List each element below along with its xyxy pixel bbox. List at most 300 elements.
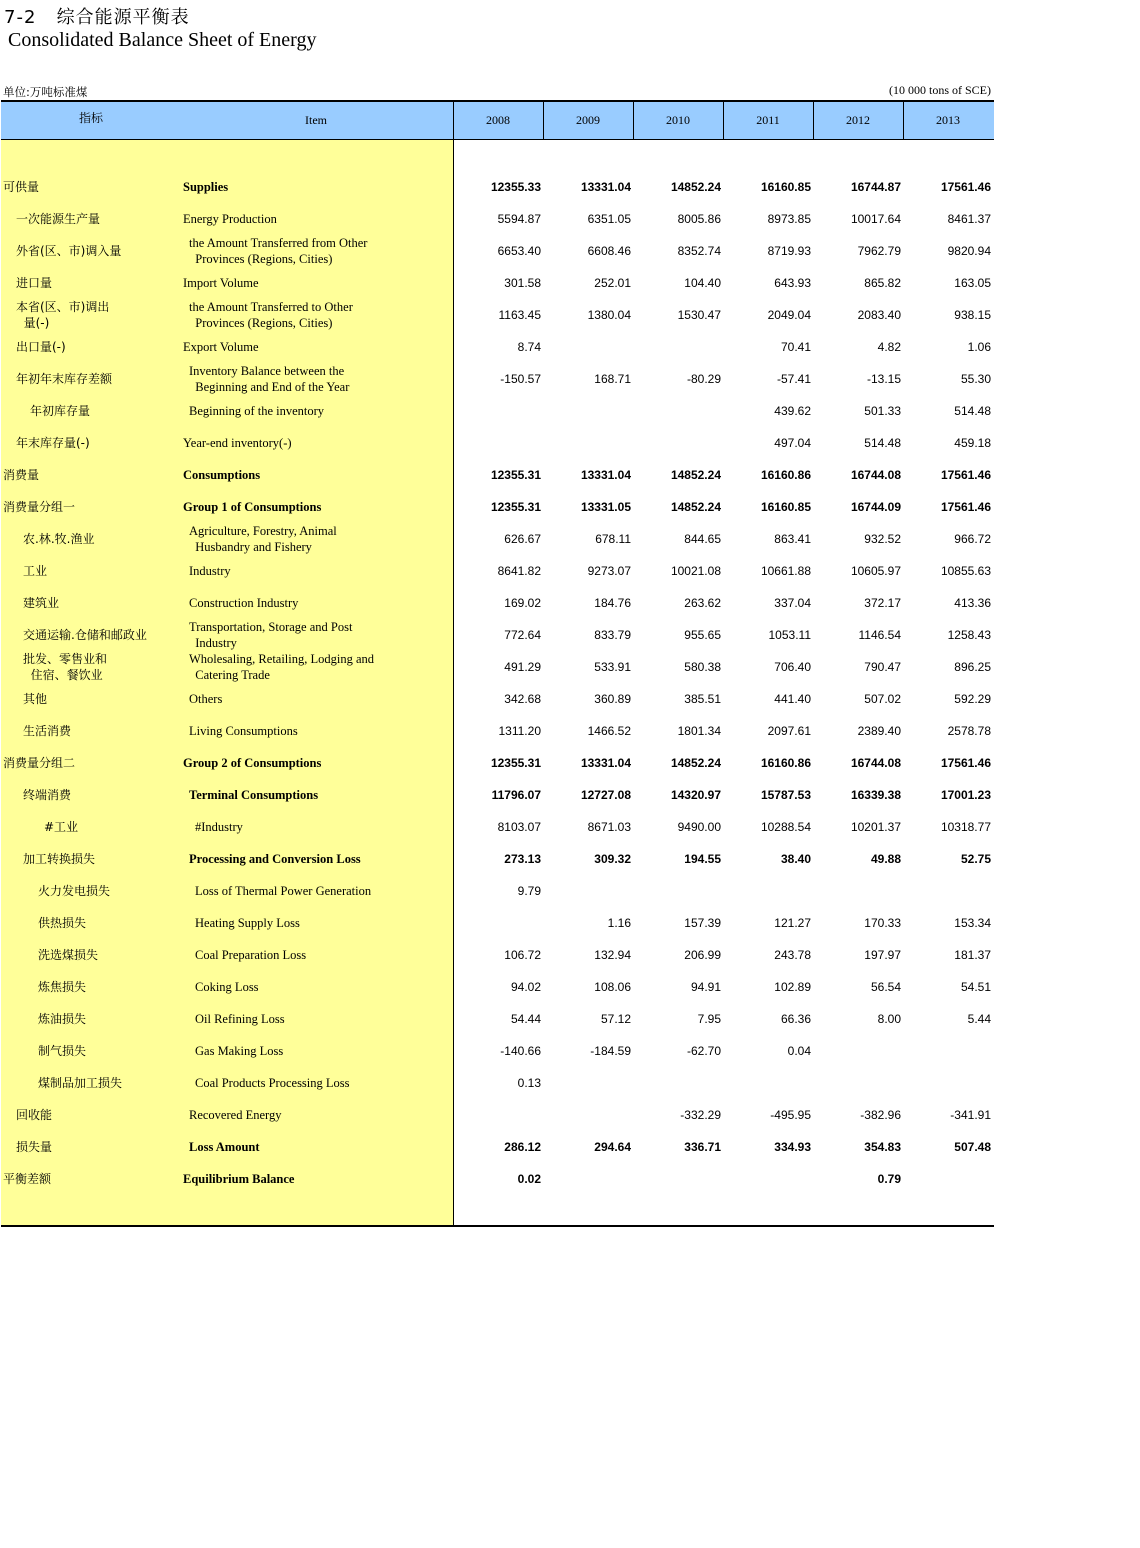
table-row [1, 395, 994, 427]
value-cell-2008 [455, 395, 541, 427]
value-cell-2013: 10855.63 [940, 564, 991, 578]
value-cell-2012: 7962.79 [857, 244, 901, 258]
value-cell-2013: 17561.46 [940, 180, 991, 194]
value-cell-2012: 932.52 [864, 532, 901, 546]
value-cell-2009: 57.12 [600, 1012, 631, 1026]
value-cell-2008: 8641.82 [497, 564, 541, 578]
value-cell-2013: 17561.46 [940, 468, 991, 482]
value-cell-2011: 16160.86 [760, 756, 811, 770]
table-row [1, 715, 994, 747]
row-label-en: Inventory Balance between the Beginning and End of the Year [189, 364, 350, 394]
value-cell-2008 [455, 1099, 541, 1131]
value-cell-2012: 49.88 [870, 852, 901, 866]
value-cell-2013: 8461.37 [947, 212, 991, 226]
value-cell-2011: 2049.04 [767, 308, 811, 322]
value-cell-2011: 2097.61 [767, 724, 811, 738]
value-cell-2008 [455, 427, 541, 459]
table-row [1, 683, 994, 715]
value-cell-2009: 9273.07 [587, 564, 631, 578]
value-cell-2011: 497.04 [774, 436, 811, 450]
value-cell-2010: 263.62 [684, 596, 721, 610]
value-cell-2012: 16744.08 [850, 468, 901, 482]
header-item-en: Item [305, 113, 327, 127]
row-label-cn: 农.林.牧.渔业 [23, 532, 95, 546]
value-cell-2013: 413.36 [954, 596, 991, 610]
value-cell-2009 [545, 331, 631, 363]
header-indicator-cn: 指标 [78, 111, 103, 125]
row-label-en: Loss of Thermal Power Generation [195, 884, 372, 898]
value-cell-2012: 0.79 [877, 1172, 901, 1186]
value-cell-2013: 153.34 [954, 916, 991, 930]
value-cell-2013: 1258.43 [947, 628, 991, 642]
value-cell-2011: 439.62 [774, 404, 811, 418]
row-label-en: Group 1 of Consumptions [183, 500, 322, 514]
row-label-en: Coking Loss [195, 980, 259, 994]
row-label-cn: 进口量 [16, 276, 53, 290]
header-year-2013: 2013 [936, 113, 960, 127]
value-cell-2011: 243.78 [774, 948, 811, 962]
value-cell-2011 [725, 875, 811, 907]
value-cell-2009: 252.01 [594, 276, 631, 290]
value-cell-2011: -495.95 [770, 1108, 811, 1122]
value-cell-2009: 294.64 [594, 1140, 631, 1154]
value-cell-2010: 385.51 [684, 692, 721, 706]
value-cell-2012: 354.83 [864, 1140, 901, 1154]
value-cell-2012: 372.17 [864, 596, 901, 610]
row-label-en: Agriculture, Forestry, Animal Husbandry and Fishery [189, 524, 337, 554]
row-label-cn: 平衡差额 [3, 1172, 52, 1186]
row-label-cn: 消费量分组二 [3, 756, 76, 770]
value-cell-2012: 514.48 [864, 436, 901, 450]
value-cell-2013: 163.05 [954, 276, 991, 290]
unit-label-chinese: 单位:万吨标准煤 [3, 85, 88, 99]
value-cell-2012: -13.15 [866, 372, 901, 386]
value-cell-2011: 38.40 [780, 852, 811, 866]
value-cell-2008: 12355.31 [490, 468, 541, 482]
table-row [1, 907, 994, 939]
row-label-cn: 炼焦损失 [38, 980, 87, 994]
value-cell-2011: 0.04 [787, 1044, 811, 1058]
table-row [1, 203, 994, 235]
row-label-cn: 制气损失 [38, 1044, 87, 1058]
value-cell-2010: 10021.08 [670, 564, 721, 578]
table-row [1, 363, 994, 395]
table-row [1, 587, 994, 619]
row-label-cn: 工业 [23, 564, 48, 578]
row-label-en: Loss Amount [189, 1140, 260, 1154]
table-row [1, 1163, 994, 1195]
row-label-cn: #工业 [44, 820, 79, 834]
value-cell-2013: 17561.46 [940, 756, 991, 770]
value-cell-2012: 16744.87 [850, 180, 901, 194]
value-cell-2009: 132.94 [594, 948, 631, 962]
value-cell-2008: 11796.07 [491, 788, 541, 802]
value-cell-2010: 9490.00 [677, 820, 721, 834]
row-label-en: Import Volume [183, 276, 259, 290]
value-cell-2008: -150.57 [500, 372, 541, 386]
value-cell-2008: 626.67 [504, 532, 541, 546]
row-label-en: Beginning of the inventory [189, 404, 325, 418]
value-cell-2010 [635, 427, 721, 459]
value-cell-2010: 14320.97 [670, 788, 721, 802]
value-cell-2008: 0.02 [517, 1172, 541, 1186]
value-cell-2009: 6608.46 [587, 244, 631, 258]
table-row [1, 1099, 994, 1131]
value-cell-2010: 7.95 [697, 1012, 721, 1026]
value-cell-2010 [635, 1163, 721, 1195]
value-cell-2011: 1053.11 [768, 628, 811, 642]
value-cell-2011: 643.93 [774, 276, 811, 290]
table-row [1, 1067, 994, 1099]
value-cell-2008: 0.13 [517, 1076, 541, 1090]
value-cell-2011 [725, 1163, 811, 1195]
value-cell-2013 [905, 1163, 991, 1195]
value-cell-2012: 8.00 [877, 1012, 901, 1026]
value-cell-2009: 1380.04 [587, 308, 631, 322]
value-cell-2009: 184.76 [594, 596, 631, 610]
value-cell-2009 [545, 395, 631, 427]
value-cell-2013: 514.48 [954, 404, 991, 418]
row-label-en: Terminal Consumptions [189, 788, 319, 802]
value-cell-2008: 8103.07 [497, 820, 541, 834]
value-cell-2009: 533.91 [594, 660, 631, 674]
table-row [1, 171, 994, 203]
row-label-en: Living Consumptions [189, 724, 298, 738]
value-cell-2012: 197.97 [864, 948, 901, 962]
row-label-en: Processing and Conversion Loss [189, 852, 361, 866]
value-cell-2012: 170.33 [864, 916, 901, 930]
value-cell-2010: 336.71 [684, 1140, 721, 1154]
value-cell-2010: 8352.74 [677, 244, 721, 258]
row-label-cn: 一次能源生产量 [16, 212, 101, 226]
value-cell-2012: 4.82 [877, 340, 901, 354]
value-cell-2013: 896.25 [954, 660, 991, 674]
value-cell-2011: 863.41 [774, 532, 811, 546]
row-label-en: Transportation, Storage and Post Industry [189, 620, 353, 650]
value-cell-2010: 206.99 [684, 948, 721, 962]
header-year-2012: 2012 [846, 113, 870, 127]
page-title-chinese: 7-2 综合能源平衡表 [4, 7, 190, 28]
value-cell-2011: 10288.54 [760, 820, 811, 834]
value-cell-2011: 121.27 [774, 916, 811, 930]
row-label-en: Equilibrium Balance [183, 1172, 295, 1186]
value-cell-2013: 459.18 [954, 436, 991, 450]
value-cell-2009: 168.71 [594, 372, 631, 386]
value-cell-2010: 14852.24 [670, 468, 721, 482]
value-cell-2012 [815, 875, 901, 907]
value-cell-2011: 334.93 [774, 1140, 811, 1154]
balance-table [1, 100, 994, 1228]
value-cell-2011: 16160.85 [760, 180, 811, 194]
value-cell-2013: 507.48 [954, 1140, 991, 1154]
value-cell-2011: 8973.85 [767, 212, 811, 226]
value-cell-2008: 286.12 [504, 1140, 541, 1154]
value-cell-2013: 17561.46 [940, 500, 991, 514]
row-label-cn: 年初年末库存差额 [16, 372, 113, 386]
table-row [1, 1003, 994, 1035]
row-label-en: Supplies [183, 180, 229, 194]
value-cell-2009: 13331.04 [580, 180, 631, 194]
value-cell-2009: 6351.05 [587, 212, 631, 226]
value-cell-2011: 16160.86 [760, 468, 811, 482]
row-label-cn: 洗选煤损失 [38, 948, 99, 962]
value-cell-2011: 8719.93 [767, 244, 811, 258]
row-label-cn: 年初库存量 [30, 404, 91, 418]
header-year-2009: 2009 [576, 113, 600, 127]
value-cell-2013: 55.30 [960, 372, 991, 386]
value-cell-2010: 8005.86 [677, 212, 721, 226]
value-cell-2010 [635, 1067, 721, 1099]
table-row [1, 747, 994, 779]
value-cell-2013: 54.51 [960, 980, 991, 994]
value-cell-2011: 10661.88 [760, 564, 811, 578]
row-label-en: Industry [189, 564, 231, 578]
row-label-cn: 炼油损失 [38, 1012, 87, 1026]
value-cell-2010 [635, 331, 721, 363]
value-cell-2012: 16339.38 [850, 788, 901, 802]
row-label-cn: 火力发电损失 [38, 884, 111, 898]
table-row [1, 299, 994, 331]
value-cell-2008: 273.13 [504, 852, 541, 866]
value-cell-2013: 5.44 [967, 1012, 991, 1026]
header-year-2010: 2010 [666, 113, 690, 127]
value-cell-2012: 507.02 [864, 692, 901, 706]
value-cell-2010: 194.55 [684, 852, 721, 866]
row-label-en: Coal Preparation Loss [195, 948, 307, 962]
value-cell-2013: 9820.94 [947, 244, 991, 258]
value-cell-2008: -140.66 [500, 1044, 541, 1058]
value-cell-2010: 14852.24 [670, 756, 721, 770]
value-cell-2008: 12355.33 [490, 180, 541, 194]
value-cell-2009: 13331.04 [580, 468, 631, 482]
value-cell-2013: 10318.77 [940, 820, 991, 834]
value-cell-2008: 12355.31 [490, 500, 541, 514]
table-row [1, 491, 994, 523]
value-cell-2009: 12727.08 [580, 788, 631, 802]
value-cell-2009: 309.32 [594, 852, 631, 866]
value-cell-2009 [545, 875, 631, 907]
row-label-en: Export Volume [183, 340, 259, 354]
value-cell-2011: 15787.53 [760, 788, 811, 802]
value-cell-2009: 678.11 [595, 532, 631, 546]
value-cell-2011: 441.40 [774, 692, 811, 706]
value-cell-2010: 104.40 [684, 276, 721, 290]
value-cell-2010: 955.65 [684, 628, 721, 642]
table-row [1, 331, 994, 363]
value-cell-2010: 1530.47 [677, 308, 721, 322]
value-cell-2009 [545, 1099, 631, 1131]
table-row [1, 971, 994, 1003]
value-cell-2008: 94.02 [510, 980, 541, 994]
value-cell-2013: 2578.78 [947, 724, 991, 738]
table-row [1, 619, 994, 651]
row-label-en: Year-end inventory(-) [183, 436, 292, 450]
row-label-en: Recovered Energy [189, 1108, 282, 1122]
value-cell-2009 [545, 427, 631, 459]
unit-label-english: (10 000 tons of SCE) [889, 83, 991, 97]
row-label-en: the Amount Transferred from Other Provinces (Regions, Cities) [189, 236, 368, 266]
value-cell-2011: 102.89 [774, 980, 811, 994]
value-cell-2012: 10017.64 [850, 212, 901, 226]
value-cell-2008: 12355.31 [490, 756, 541, 770]
value-cell-2009: 360.89 [594, 692, 631, 706]
value-cell-2010: 14852.24 [670, 180, 721, 194]
value-cell-2010: 157.39 [684, 916, 721, 930]
value-cell-2013: 966.72 [954, 532, 991, 546]
row-label-en: Others [189, 692, 223, 706]
value-cell-2012: 16744.09 [850, 500, 901, 514]
row-label-cn: 外省(区、市)调入量 [16, 244, 122, 258]
value-cell-2012: -382.96 [860, 1108, 901, 1122]
value-cell-2008: 342.68 [504, 692, 541, 706]
value-cell-2009 [545, 1163, 631, 1195]
header-year-2011: 2011 [756, 113, 780, 127]
table-row [1, 427, 994, 459]
value-cell-2010: -62.70 [686, 1044, 721, 1058]
value-cell-2008: 106.72 [504, 948, 541, 962]
table-row [1, 523, 994, 555]
value-cell-2013: 181.37 [954, 948, 991, 962]
row-label-en: Oil Refining Loss [195, 1012, 285, 1026]
value-cell-2013 [905, 875, 991, 907]
value-cell-2011: 16160.85 [760, 500, 811, 514]
table-bottom-rule [1, 1225, 994, 1227]
value-cell-2008: 5594.87 [497, 212, 541, 226]
row-label-cn: 消费量 [3, 468, 40, 482]
row-label-cn: 批发、零售业和 住宿、餐饮业 [23, 652, 108, 682]
value-cell-2012: 16744.08 [850, 756, 901, 770]
value-cell-2008: 9.79 [517, 884, 541, 898]
table-row [1, 939, 994, 971]
value-cell-2011: 337.04 [774, 596, 811, 610]
row-label-en: Group 2 of Consumptions [183, 756, 322, 770]
header-year-2008: 2008 [486, 113, 510, 127]
value-cell-2012: 501.33 [864, 404, 901, 418]
value-cell-2008: 491.29 [504, 660, 541, 674]
value-cell-2013: 52.75 [960, 852, 991, 866]
value-cell-2012: 865.82 [864, 276, 901, 290]
table-row [1, 555, 994, 587]
value-cell-2010: 580.38 [684, 660, 721, 674]
table-row [1, 1035, 994, 1067]
value-cell-2010: -80.29 [686, 372, 721, 386]
row-label-en: Construction Industry [189, 596, 299, 610]
value-cell-2009: 1466.52 [587, 724, 631, 738]
row-label-cn: 终端消费 [23, 788, 72, 802]
row-label-cn: 供热损失 [38, 916, 87, 930]
row-label-en: Coal Products Processing Loss [195, 1076, 350, 1090]
row-label-en: Consumptions [183, 468, 261, 482]
value-cell-2012: 2083.40 [857, 308, 901, 322]
table-row [1, 1131, 994, 1163]
value-cell-2011: -57.41 [776, 372, 811, 386]
table-row [1, 267, 994, 299]
table-header [1, 102, 994, 140]
value-cell-2009: 13331.04 [580, 756, 631, 770]
value-cell-2009: 8671.03 [587, 820, 631, 834]
value-cell-2008: 8.74 [517, 340, 541, 354]
value-cell-2008: 1311.20 [498, 724, 541, 738]
row-label-en: the Amount Transferred to Other Provinces (Regions, Cities) [189, 300, 353, 330]
value-cell-2013 [905, 1035, 991, 1067]
table-row [1, 235, 994, 267]
value-cell-2009: 833.79 [594, 628, 631, 642]
row-label-cn: 交通运输.仓储和邮政业 [23, 628, 147, 642]
row-label-en: Heating Supply Loss [195, 916, 300, 930]
row-label-en: Energy Production [183, 212, 277, 226]
value-cell-2009: 13331.05 [580, 500, 631, 514]
value-cell-2010 [635, 395, 721, 427]
table-row [1, 811, 994, 843]
value-cell-2013: 592.29 [954, 692, 991, 706]
value-cell-2012 [815, 1035, 901, 1067]
row-label-cn: 出口量(-) [16, 340, 66, 354]
row-label-cn: 加工转换损失 [23, 852, 96, 866]
table-row [1, 875, 994, 907]
row-label-cn: 建筑业 [23, 596, 60, 610]
table-row [1, 459, 994, 491]
value-cell-2012: 56.54 [870, 980, 901, 994]
value-cell-2012: 790.47 [864, 660, 901, 674]
table-row [1, 651, 994, 683]
value-cell-2012: 1146.54 [858, 628, 901, 642]
value-cell-2009: 1.16 [607, 916, 631, 930]
value-cell-2013 [905, 1067, 991, 1099]
value-cell-2008: 1163.45 [498, 308, 541, 322]
row-label-en: #Industry [195, 820, 243, 834]
value-cell-2009: 108.06 [594, 980, 631, 994]
value-cell-2011: 66.36 [780, 1012, 811, 1026]
table-row [1, 779, 994, 811]
value-cell-2011 [725, 1067, 811, 1099]
value-cell-2013: 17001.23 [940, 788, 991, 802]
value-cell-2011: 706.40 [774, 660, 811, 674]
row-label-cn: 煤制品加工损失 [38, 1076, 123, 1090]
table-row [1, 843, 994, 875]
row-label-cn: 损失量 [16, 1140, 53, 1154]
row-label-cn: 本省(区、市)调出 量(-) [16, 300, 110, 330]
value-cell-2013: 1.06 [967, 340, 991, 354]
row-label-cn: 其他 [23, 692, 48, 706]
page-title-english: Consolidated Balance Sheet of Energy [8, 29, 317, 51]
value-cell-2008: 6653.40 [497, 244, 541, 258]
value-cell-2011: 70.41 [780, 340, 811, 354]
value-cell-2010: 14852.24 [670, 500, 721, 514]
row-label-cn: 生活消费 [23, 724, 72, 738]
value-cell-2013: -341.91 [950, 1108, 991, 1122]
value-cell-2008: 772.64 [504, 628, 541, 642]
value-cell-2008: 54.44 [510, 1012, 541, 1026]
value-cell-2010: -332.29 [680, 1108, 721, 1122]
value-cell-2010: 94.91 [690, 980, 721, 994]
value-cell-2012: 2389.40 [857, 724, 901, 738]
value-cell-2008: 169.02 [504, 596, 541, 610]
value-cell-2010: 844.65 [684, 532, 721, 546]
value-cell-2009: -184.59 [590, 1044, 631, 1058]
row-label-cn: 回收能 [16, 1108, 53, 1122]
value-cell-2012 [815, 1067, 901, 1099]
value-cell-2008 [455, 907, 541, 939]
row-label-en: Gas Making Loss [195, 1044, 284, 1058]
value-cell-2010: 1801.34 [677, 724, 721, 738]
row-label-en: Wholesaling, Retailing, Lodging and Catering Trade [189, 652, 375, 682]
row-label-cn: 年末库存量(-) [16, 436, 90, 450]
value-cell-2013: 938.15 [954, 308, 991, 322]
row-label-cn: 可供量 [3, 180, 40, 194]
value-cell-2010 [635, 875, 721, 907]
row-label-cn: 消费量分组一 [3, 500, 76, 514]
value-cell-2009 [545, 1067, 631, 1099]
